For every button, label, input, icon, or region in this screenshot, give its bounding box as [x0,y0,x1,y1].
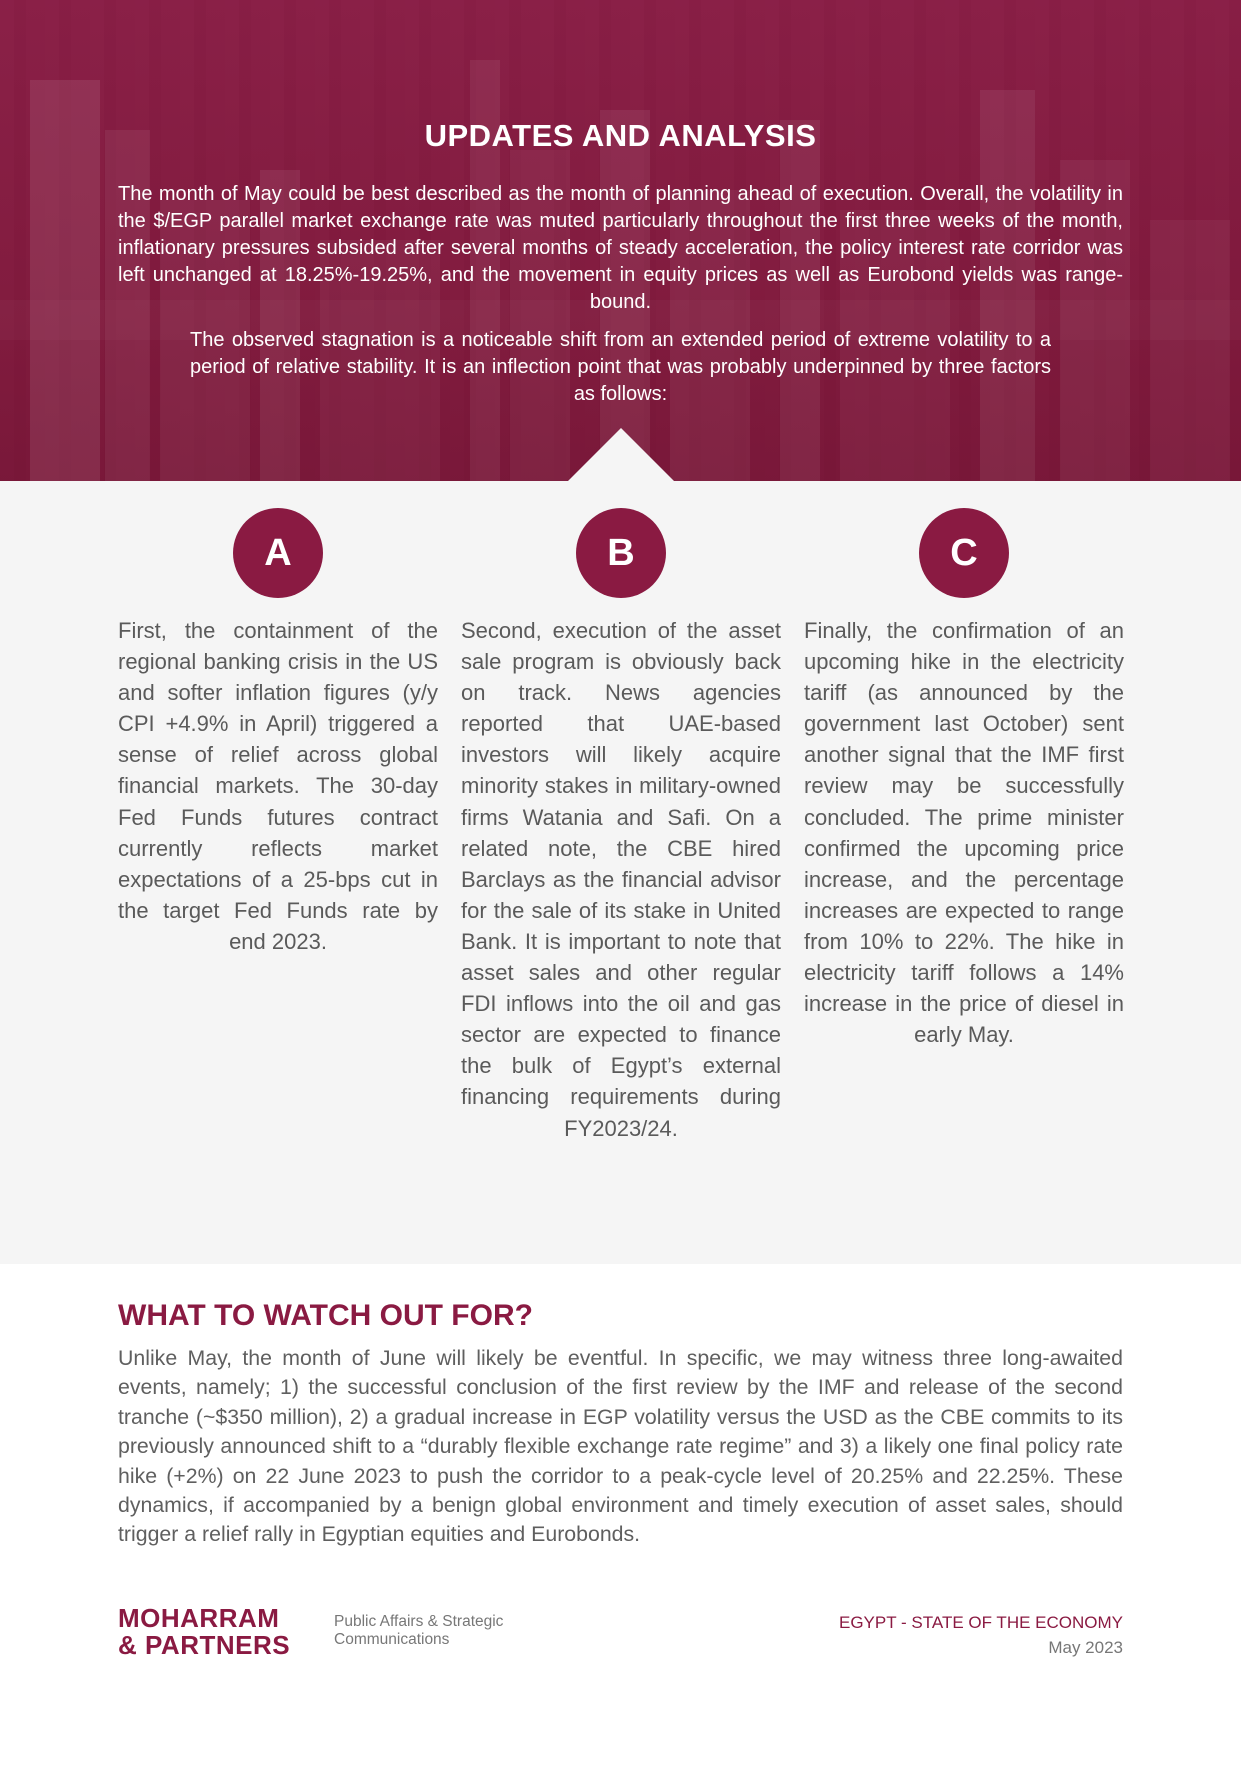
factor-a-text: First, the containment of the regional banking crisis in the US and softer inflation figures (y/y CPI +4.9% in April) triggered a sense of relief across global financial markets. The 30-day Fed Funds futures contract currently reflects market expectations of a 25-bps cut in the target Fed Funds rate by end 2023. [118,618,438,954]
page-title: UPDATES AND ANALYSIS [424,118,817,153]
document-date: May 2023 [1048,1638,1123,1657]
company-logo [118,1605,290,1659]
logo-line-1: MOHARRAM [118,1603,280,1633]
watch-paragraph: Unlike May, the month of June will likely be eventful. In specific, we may witness three long-awaited events, namely; 1) the successful conclusion of the first review by the IMF and release of the second tranche (~$350 million), 2) a gradual increase in EGP volatility versus the USD as the CBE commits to its previously announced shift to a “durably flexible exchange rate regime” and 3) a likely one final policy rate hike (+2%) on 22 June 2023 to push the corridor to a peak-cycle level of 20.25% and 22.25%. These dynamics, if accompanied by a benign global environment and timely execution of asset sales, should trigger a relief rally in Egyptian equities and Eurobonds. [118,1346,1123,1547]
hero-banner [0,0,1241,481]
intro-paragraph-2: The observed stagnation is a noticeable shift from an extended period of extreme volatility to a period of relative stability. It is an inflection point that was probably underpinned by three factors as follows: [190,329,1051,405]
document-title: EGYPT - STATE OF THE ECONOMY [839,1613,1123,1632]
watch-section-title: WHAT TO WATCH OUT FOR? [118,1299,533,1332]
tagline-line-1: Public Affairs & Strategic [334,1613,504,1630]
factor-b-badge: B [576,508,666,598]
factor-b-text: Second, execution of the asset sale program is obviously back on track. News agencies reported that UAE-based investors will likely acquire minority stakes in military-owned firms Watania and Safi. On a related note, the CBE hired Barclays as the financial advisor for the sale of its stake in United Bank. It is important to note that asset sales and other regular FDI inflows into the oil and gas sector are expected to finance the bulk of Egypt’s external financing requirements during FY2023/24. [461,618,781,1141]
logo-line-2: & PARTNERS [118,1630,291,1660]
factor-a-badge: A [233,508,323,598]
company-tagline [334,1613,503,1649]
tagline-line-2: Communications [334,1631,450,1648]
factor-c-text: Finally, the confirmation of an upcoming hike in the electricity tariff (as announced by the government last October) sent another signal that the IMF first review may be successfully concluded. The prime minister confirmed the upcoming price increase, and the percentage increases are expected to range from 10% to 22%. The hike in electricity tariff follows a 14% increase in the price of diesel in early May. [804,618,1124,1048]
section-notch [567,428,675,481]
factor-c-badge: C [919,508,1009,598]
intro-paragraph: The month of May could be best described as the month of planning ahead of execution. Overall, the volatility in the $/EGP parallel market exchange rate was muted particularly throughout the first three weeks of the month, inflationary pressures subsided after several months of steady acceleration, the policy interest rate corridor was left unchanged at 18.25%-19.25%, and the movement in equity prices as well as Eurobond yields was range-bound. [118,183,1123,313]
